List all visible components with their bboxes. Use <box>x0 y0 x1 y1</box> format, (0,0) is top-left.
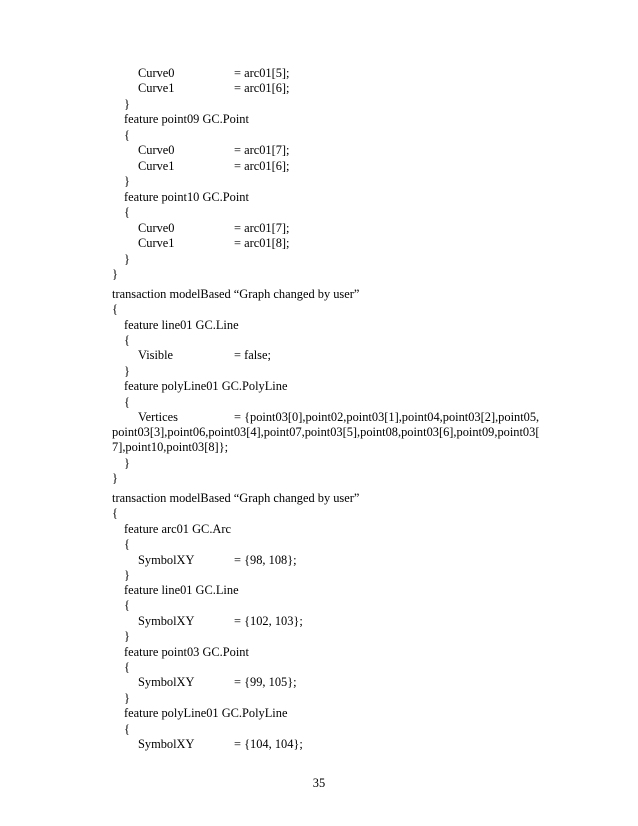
code-line-label: { <box>124 722 130 736</box>
code-line-label: { <box>124 537 130 551</box>
code-line-label: Curve0 <box>138 221 175 235</box>
code-line-label: point03[3],point06,point03[4],point07,point03[5],point08,point03[6],point09,point03[ <box>112 425 540 439</box>
code-line-value: = false; <box>234 348 271 362</box>
code-line-value: = {102, 103}; <box>234 614 303 628</box>
code-line-label: Visible <box>138 348 174 362</box>
code-line-label: } <box>112 267 118 281</box>
code-line-label: Curve0 <box>138 66 175 80</box>
page-number: 35 <box>312 776 326 790</box>
code-line-label: Curve1 <box>138 236 175 250</box>
code-line-value: = {98, 108}; <box>234 553 297 567</box>
code-line-label: SymbolXY <box>138 614 195 628</box>
code-line-label: feature point09 GC.Point <box>124 112 249 126</box>
code-line-label: Curve0 <box>138 143 175 157</box>
code-line-value: = arc01[6]; <box>234 81 290 95</box>
code-line-label: Curve1 <box>138 81 175 95</box>
code-line-label: { <box>124 598 130 612</box>
code-line-label: { <box>124 205 130 219</box>
code-line-label: feature line01 GC.Line <box>124 318 239 332</box>
code-line-label: Vertices <box>138 410 178 424</box>
code-line-label: { <box>124 660 130 674</box>
code-line-label: } <box>124 456 130 470</box>
code-line-label: } <box>112 471 118 485</box>
code-line-label: } <box>124 174 130 188</box>
code-line-label: feature point10 GC.Point <box>124 190 249 204</box>
code-line-value: = arc01[7]; <box>234 143 290 157</box>
code-line-label: { <box>112 302 118 316</box>
code-line-label: } <box>124 629 130 643</box>
code-line-label: } <box>124 691 130 705</box>
code-line-value: = arc01[5]; <box>234 66 290 80</box>
code-line-label: feature polyLine01 GC.PolyLine <box>124 379 288 393</box>
code-line-label: } <box>124 364 130 378</box>
code-line-value: = arc01[8]; <box>234 236 290 250</box>
code-line-label: SymbolXY <box>138 737 195 751</box>
code-line-label: feature arc01 GC.Arc <box>124 522 231 536</box>
code-line-value: = arc01[6]; <box>234 159 290 173</box>
code-line-label: SymbolXY <box>138 553 195 567</box>
code-line-label: { <box>124 333 130 347</box>
code-line-value: = {point03[0],point02,point03[1],point04,point03[2],point05, <box>234 410 540 424</box>
code-line-label: } <box>124 252 130 266</box>
code-line-label: transaction modelBased “Graph changed by user” <box>112 287 360 301</box>
code-line-label: SymbolXY <box>138 675 195 689</box>
code-line-label: feature line01 GC.Line <box>124 583 239 597</box>
code-line-label: } <box>124 568 130 582</box>
code-line-value: = {104, 104}; <box>234 737 303 751</box>
code-line-label: transaction modelBased “Graph changed by user” <box>112 491 360 505</box>
code-line-label: feature polyLine01 GC.PolyLine <box>124 706 288 720</box>
code-line-label: 7],point10,point03[8]}; <box>112 440 229 454</box>
code-line-label: feature point03 GC.Point <box>124 645 249 659</box>
code-line-label: { <box>124 128 130 142</box>
code-line-label: } <box>124 97 130 111</box>
code-line-value: = arc01[7]; <box>234 221 290 235</box>
code-line-value: = {99, 105}; <box>234 675 297 689</box>
code-line-label: { <box>124 395 130 409</box>
code-line-label: Curve1 <box>138 159 175 173</box>
code-line-label: { <box>112 506 118 520</box>
